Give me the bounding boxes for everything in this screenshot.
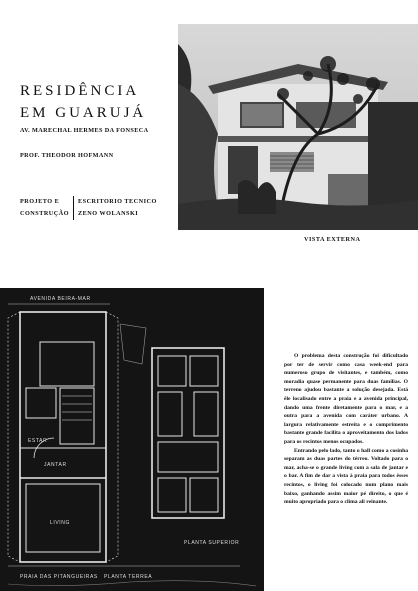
floor-plan-illustration <box>0 288 264 591</box>
project-credits <box>20 196 157 220</box>
title-line-2: EM GUARUJÁ <box>20 105 147 121</box>
credits-right <box>74 196 157 220</box>
body-paragraph-2: Entrando pelo lado, tanto o hall como a cosinha separam as duas partes do térreo. Voltado para o mar, acha-se o grande living com a sala de jantar e o bar. A fim de dar a vista à praia para todos êsses recintos, o living foi colocado num plano mais baixo, ganhando assim maior pé direito, o que é muito apropriado para o clima ali reinante. <box>284 447 408 506</box>
credits-right-line-1: ESCRITORIO TECNICO <box>78 198 157 205</box>
credits-left-line-2: CONSTRUÇÃO <box>20 210 70 217</box>
article-title <box>20 80 146 124</box>
credits-right-line-2: ZENO WOLANSKI <box>78 210 139 217</box>
author-line: PROF. THEODOR HOFMANN <box>20 152 114 159</box>
ground-floor-label: PLANTA TERREA <box>104 574 153 580</box>
article-body <box>284 352 408 507</box>
body-paragraph-1: O problema desta construção foi dificultado por ter de servir como casa week-end para numeroso grupo de visitantes, e também, como moradia quase permanente para duas famílias. O terreno ajudou bastante a solução desejada. Está êle localisado entre a praia e a avenida principal, dando uma frente diretamente para o mar, e a outra para a avenida com caráter urbano. A largura relativamente estreita e o comprimento bastante grande facilita o aproveitamento dos lados para os recintos menos ocupados. <box>284 353 408 445</box>
upper-floor-label: PLANTA SUPERIOR <box>184 540 240 546</box>
credits-left-line-1: PROJETO E <box>20 198 60 205</box>
title-line-1: RESIDÊNCIA <box>20 83 140 99</box>
address-line: AV. MARECHAL HERMES DA FONSECA <box>20 127 149 134</box>
beach-label: PRAIA DAS PITANGUEIRAS <box>20 574 98 580</box>
floor-plan-drawing <box>0 288 264 591</box>
house-illustration <box>178 24 418 230</box>
exterior-photo <box>178 24 418 230</box>
credits-left <box>20 196 74 220</box>
room-label-jantar: JANTAR <box>44 462 67 468</box>
photo-caption: VISTA EXTERNA <box>304 236 361 243</box>
room-label-living: LIVING <box>50 520 70 526</box>
avenue-label: AVENIDA BEIRA-MAR <box>30 296 91 302</box>
room-label-estar: ESTAR <box>28 438 48 444</box>
